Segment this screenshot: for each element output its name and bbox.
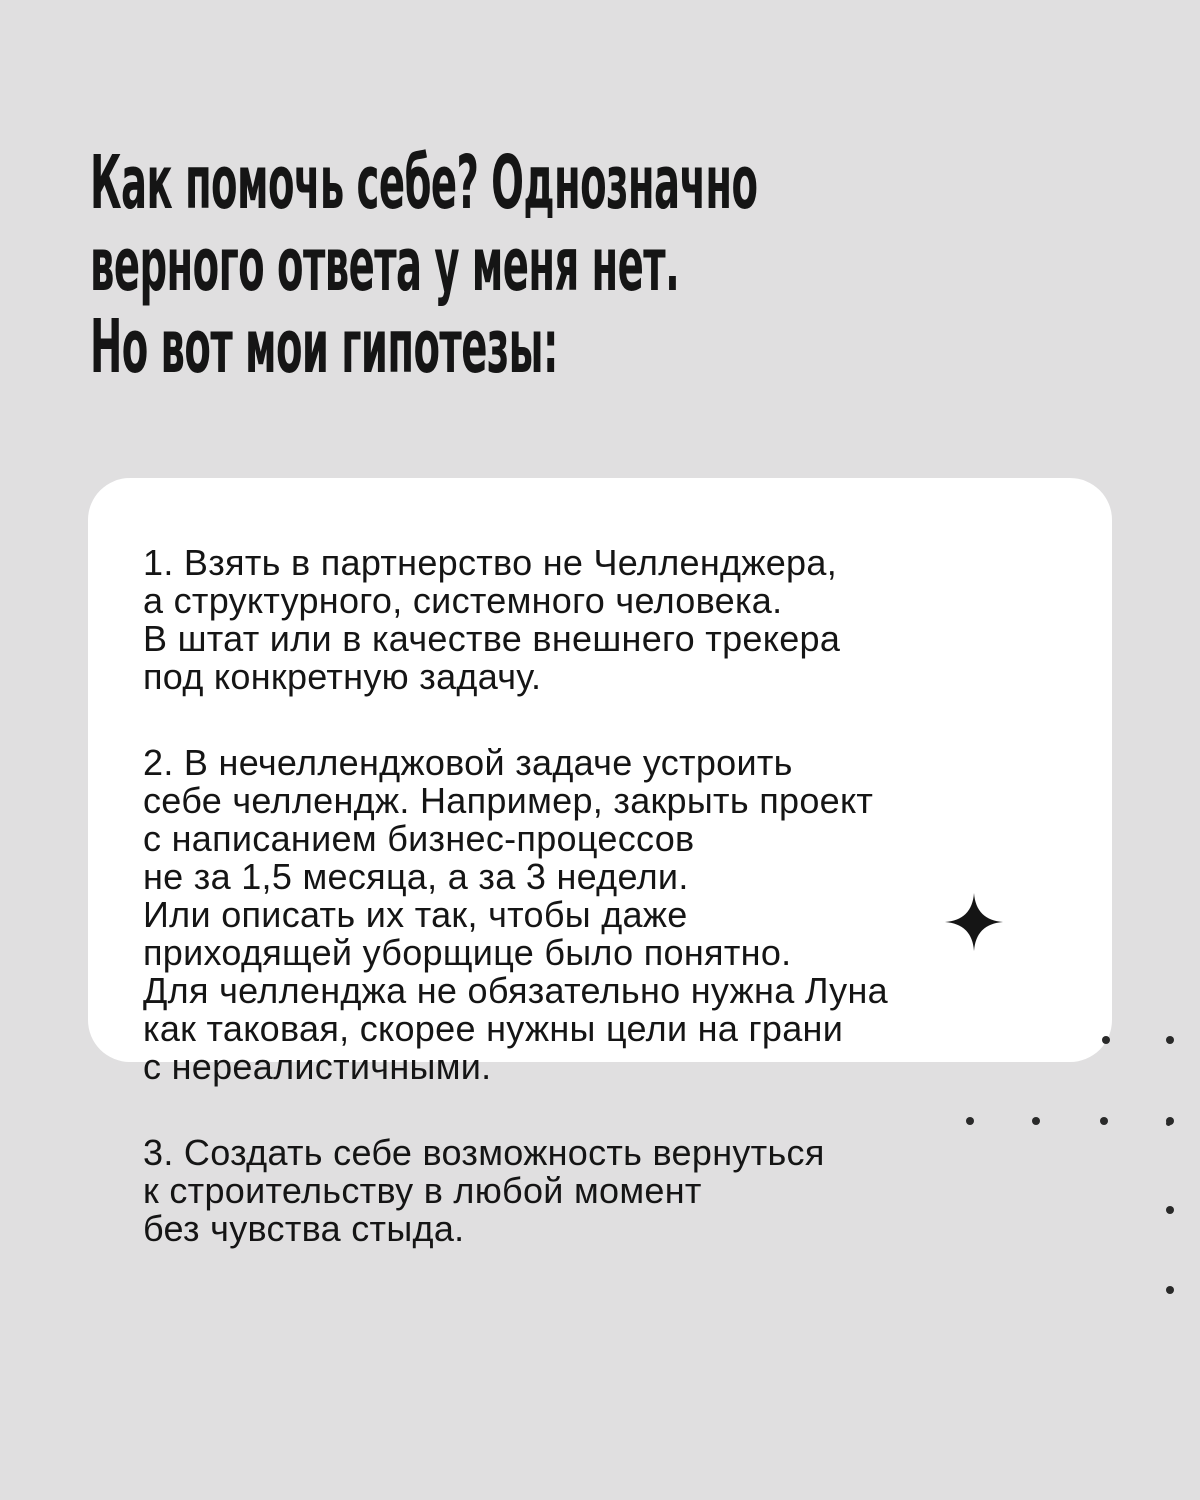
dot — [1032, 1117, 1040, 1125]
dot — [1166, 1286, 1174, 1294]
list-item: 1. Взять в партнерство не Челленджера, а структурного, системного человека. В штат или в качестве внешнего трекера под конкретную задачу. — [143, 542, 841, 697]
dot — [1166, 1117, 1174, 1125]
sparkle-icon — [945, 893, 1003, 951]
page-title: Как помочь себе? Однозначно верного ответа у меня нет. Но вот мои гипотезы: — [90, 140, 758, 390]
dot — [1100, 1117, 1108, 1125]
dot — [1102, 1036, 1110, 1044]
hypotheses-list — [143, 544, 888, 1296]
dot — [1166, 1036, 1174, 1044]
dot — [966, 1117, 974, 1125]
list-item: 2. В нечелленджовой задаче устроить себе челлендж. Например, закрыть проект с написанием бизнес-процессов не за 1,5 месяца, а за 3 недели. Или описать их так, чтобы даже приходящей уборщице было понятно. Для челленджа не обязательно нужна Луна как таковая, скорее нужны цели на грани с нереалистичными. — [143, 742, 888, 1087]
dot — [1166, 1206, 1174, 1214]
list-item: 3. Создать себе возможность вернуться к строительству в любой момент без чувства стыда. — [143, 1132, 825, 1249]
